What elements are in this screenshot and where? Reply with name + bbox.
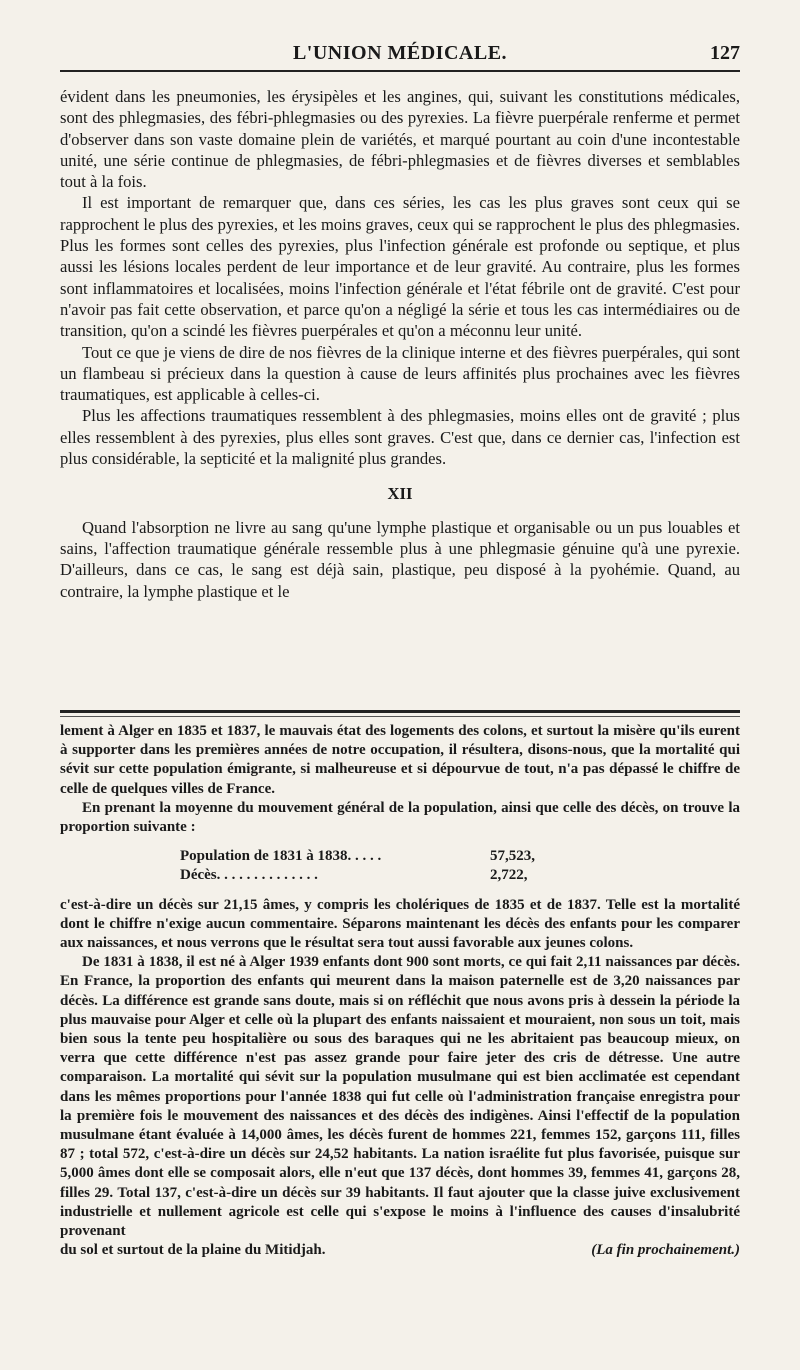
paragraph: Quand l'absorption ne livre au sang qu'une lymphe plastique et organisable ou un pus louables et sains, l'affection traumatique générale ressemble plus à une phlegmasie génuine qu'à une pyrexie. D'ailleurs, dans ce cas, le sang est déjà sain, plastique, peu disposé à la pyohémie. Quand, au contraire, la lymphe plastique et le bbox=[60, 517, 740, 601]
footnote-paragraph: De 1831 à 1838, il est né à Alger 1939 enfants dont 900 sont morts, ce qui fait 2,11 naissances par décès. En France, la proportion des enfants qui meurent dans la maison paternelle est de 3,20 naissances par décès. La différence est grande sans doute, mais si on réfléchit que nous avons pris à dessein la période la plus mauvaise pour Alger et celle où la plupart des enfants naissaient et mouraient, non sous un toit, mais bien sous la tente peu hospitalière ou sous des baraques qui ne les abritaient pas beaucoup mieux, on verra que cette différence n'est pas assez grande pour faire jeter des cris de détresse. Une autre comparaison. La mortalité qui sévit sur la population musulmane qui est bien acclimatée est cependant dans les mêmes proportions pour l'année 1838 qui fut celle où l'administration française enregistra pour la première fois le mouvement des naissances et des décès des indigènes. Ainsi l'effectif de la population musulmane étant évaluée à 14,000 âmes, les décès furent de hommes 221, femmes 152, garçons 111, filles 87 ; total 572, c'est-à-dire un décès sur 24,52 habitants. La nation israélite fut plus favorisée, puisque sur 5,000 âmes dont elle se composait alors, elle n'eut que 137 décès, dont hommes 39, femmes 41, garçons 28, filles 29. Total 137, c'est-à-dire un décès sur 39 habitants. Il faut ajouter que la classe juive exclusivement industrielle et nullement agricole est celle qui s'expose le moins à l'influence des causes d'insalubrité provenant bbox=[60, 954, 740, 1240]
divider bbox=[60, 710, 740, 713]
stats-row bbox=[180, 866, 600, 885]
footnote-paragraph: du sol et surtout de la plaine du Mitidjah. bbox=[60, 1242, 326, 1259]
main-article bbox=[60, 86, 740, 602]
footnote-paragraph: En prenant la moyenne du mouvement général de la population, ainsi que celle des décès, on trouve la proportion suivante : bbox=[60, 799, 740, 836]
paragraph: Il est important de remarquer que, dans ces séries, les cas les plus graves sont ceux qui se rapprochent le plus des pyrexies, et les moins graves, ceux qui se rapprochent le plus des phlegmasies. Plus les formes sont celles des pyrexies, plus l'infection générale est profonde ou septique, et plus aussi les lésions locales perdent de leur importance et de leur gravité. Au contraire, plus les formes sont inflammatoires et localisées, moins l'infection générale et l'état fébrile ont de gravité. C'est pour n'avoir pas fait cette observation, et parce qu'on a négligé la série et tous les cas intermédiaires ou de transition, qu'on a scindé les fièvres puerpérales et qu'on a méconnu leur unité. bbox=[60, 193, 740, 341]
stats-table bbox=[180, 847, 600, 885]
continuation-note: (La fin prochainement.) bbox=[591, 1242, 740, 1259]
footnote-section bbox=[60, 722, 740, 1260]
page-number: 127 bbox=[710, 42, 740, 64]
paragraph: évident dans les pneumonies, les érysipèles et les angines, qui, suivant les constitutions médicales, sont des phlegmasies, des fébri-phlegmasies ou des pyrexies. La fièvre puerpérale renferme et permet d'observer dans son vaste domaine plein de variétés, et marqué pourtant au coin d'une incontestable unité, une série continue de phlegmasies, de fébri-phlegmasies et de fièvres diverses et semblables tout à la fois. bbox=[60, 87, 740, 192]
journal-title: L'UNION MÉDICALE. bbox=[292, 42, 508, 64]
footnote-paragraph: c'est-à-dire un décès sur 21,15 âmes, y compris les cholériques de 1835 et de 1837. Telle est la mortalité dont le chiffre n'exige aucun commentaire. Séparons maintenant les décès des enfants pour les comparer aux naissances, et nous verrons que le résultat sera tout aussi favorable aux jeunes colons. bbox=[60, 896, 740, 952]
stats-label: Population de 1831 à 1838. . . . . bbox=[180, 848, 382, 865]
stats-value: 2,722, bbox=[490, 867, 528, 884]
stats-label: Décès. . . . . . . . . . . . . . bbox=[180, 867, 318, 884]
footnote-paragraph: lement à Alger en 1835 et 1837, le mauvais état des logements des colons, et surtout la misère qu'ils eurent à supporter dans les premières années de notre occupation, il résultera, disons-nous, que la mortalité qui sévit sur cette population émigrante, si malheureuse et si dépourvue de tout, n'a pas dépassé le chiffre de celle de quelques villes de France. bbox=[60, 723, 740, 797]
section-heading: XII bbox=[387, 484, 413, 504]
paragraph: Tout ce que je viens de dire de nos fièvres de la clinique interne et des fièvres puerpérales, qui sont un flambeau si précieux dans la question à cause de leurs affinités plus prochaines avec les fièvres traumatiques, est applicable à celles-ci. bbox=[60, 342, 740, 405]
stats-value: 57,523, bbox=[490, 848, 535, 865]
paragraph: Plus les affections traumatiques ressemblent à des phlegmasies, moins elles ont de gravité ; plus elles ressemblent à des pyrexies, plus elles sont graves. C'est que, dans ce dernier cas, l'infection est plus considérable, la septicité et la malignité plus grandes. bbox=[60, 406, 740, 469]
footnote-last-line bbox=[60, 1241, 740, 1260]
page-header bbox=[60, 34, 740, 72]
stats-row bbox=[180, 847, 600, 866]
divider bbox=[60, 716, 740, 717]
